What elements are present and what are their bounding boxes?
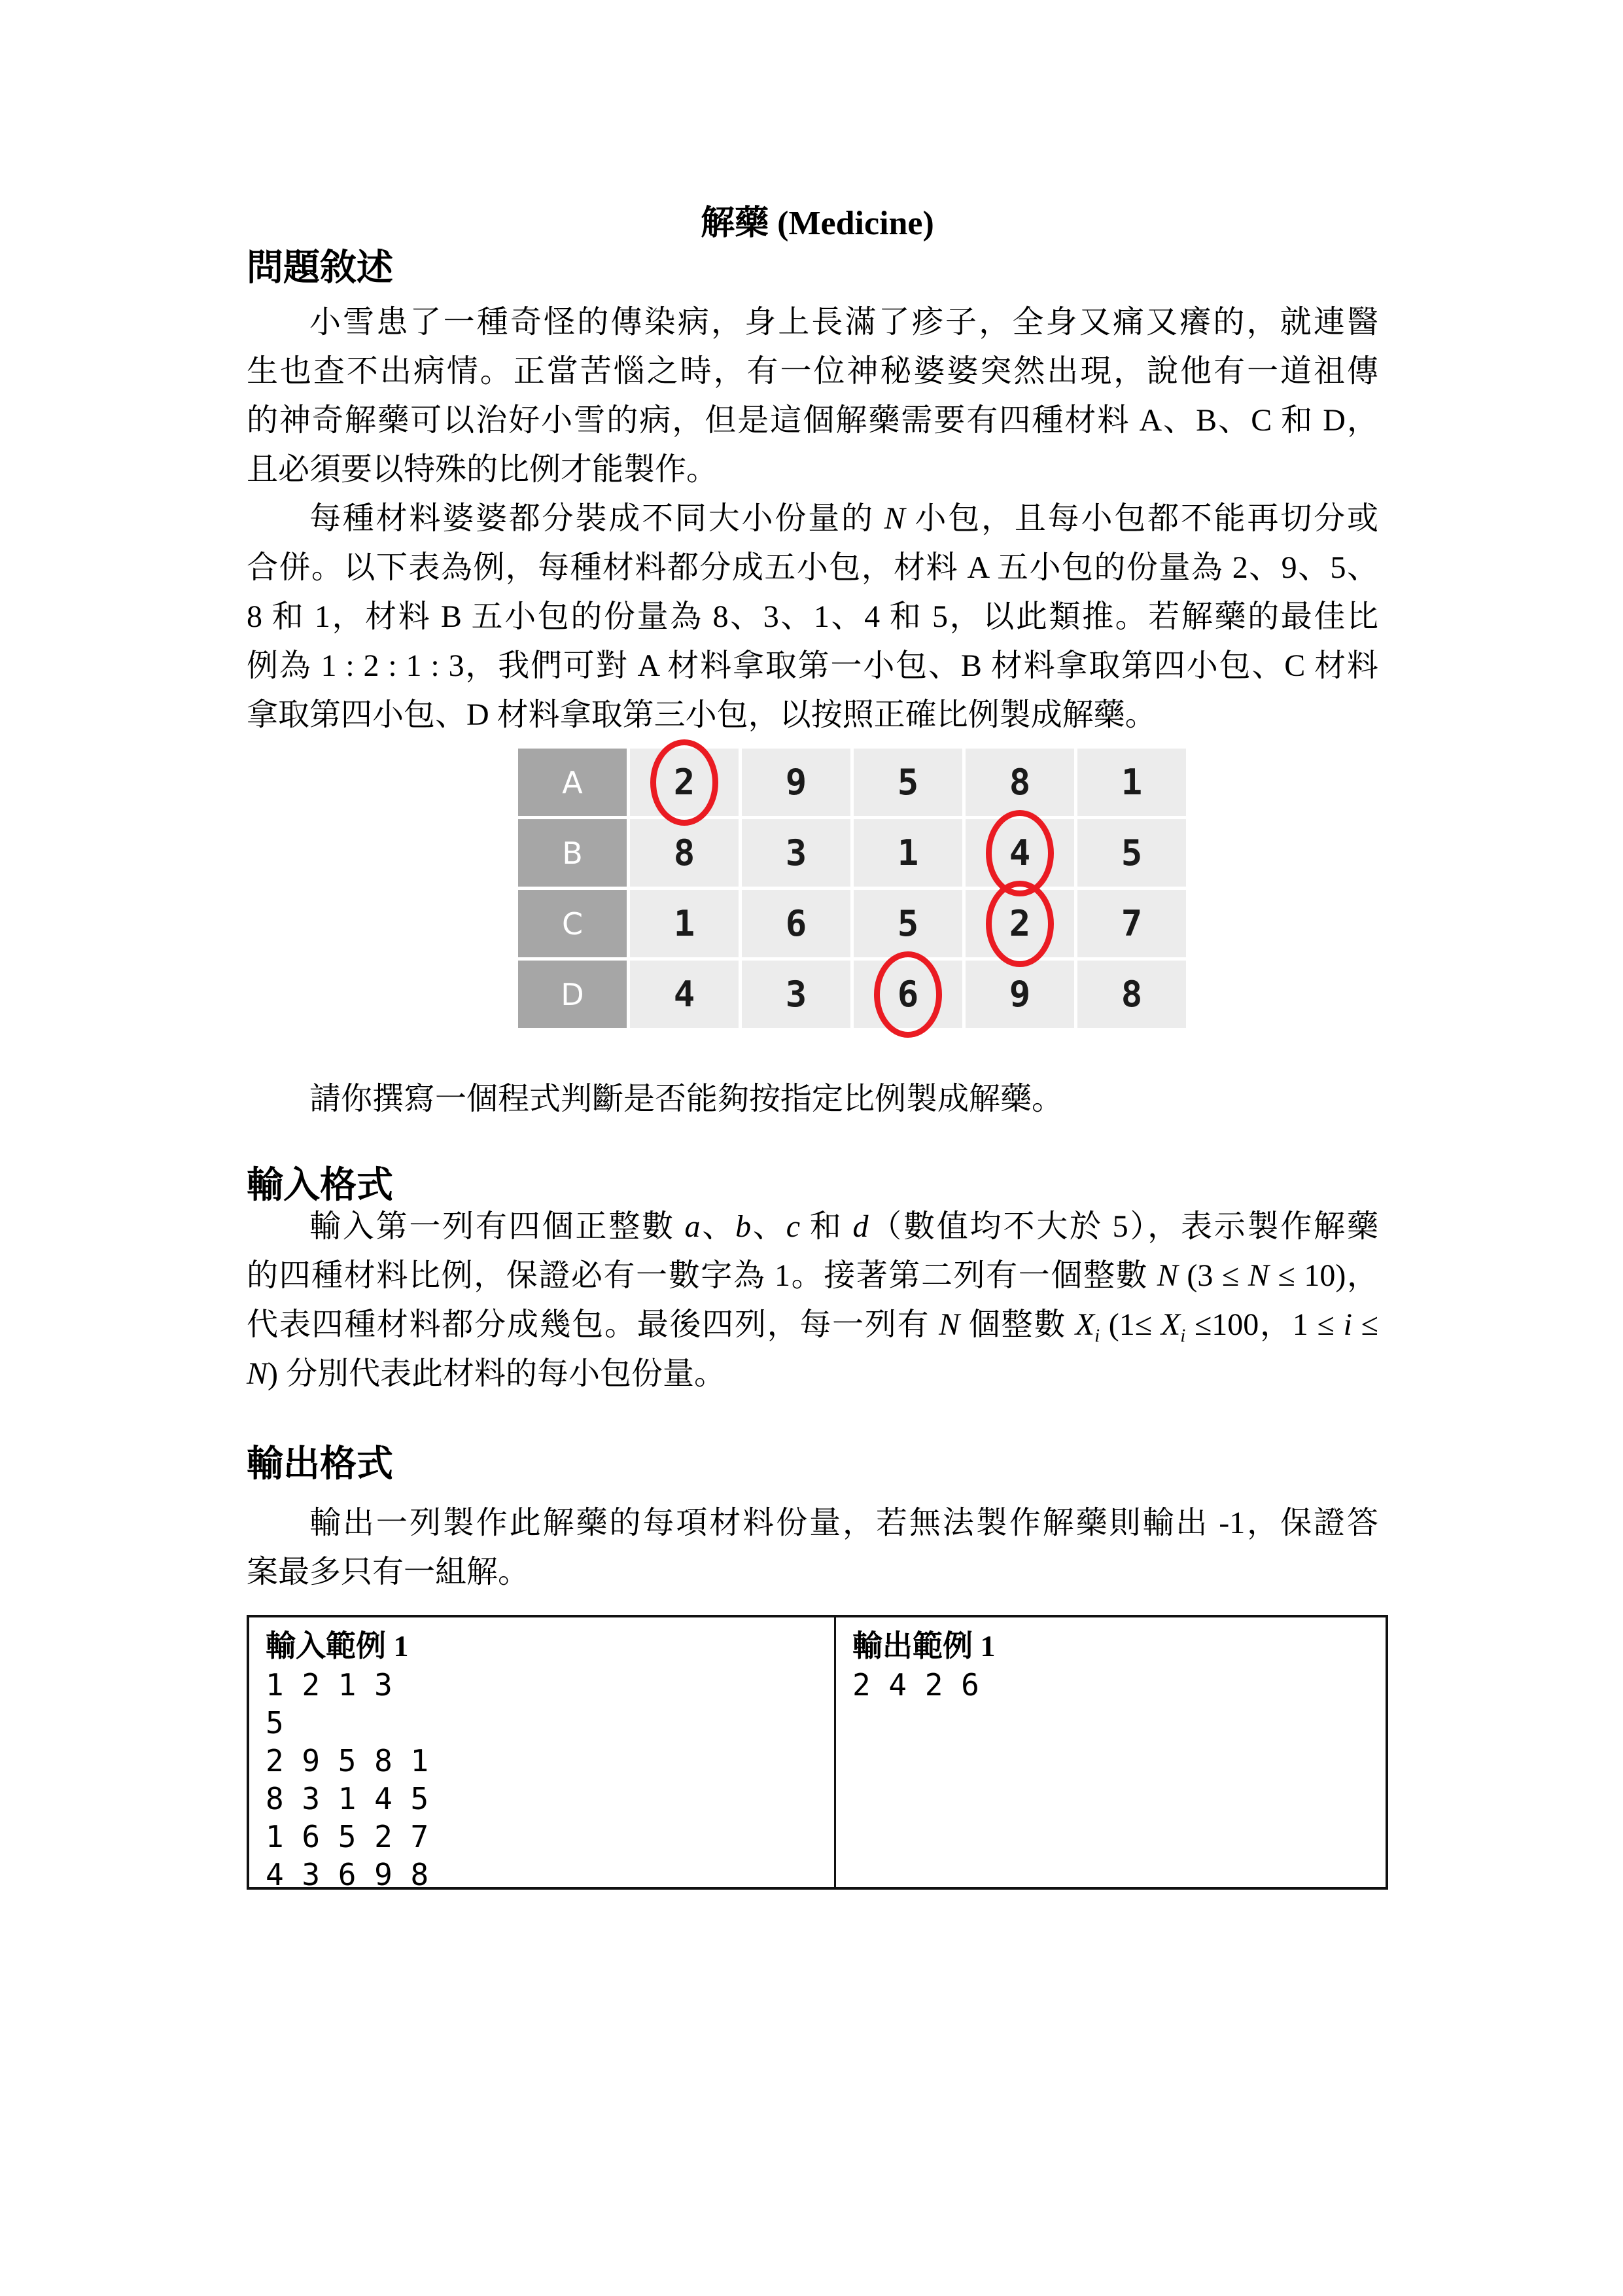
example-input-cell <box>249 1617 834 1892</box>
text-line: N) 分別代表此材料的每小包份量。 <box>247 1356 726 1391</box>
example-input-line: 1 6 5 2 7 <box>266 1819 429 1854</box>
example-input-line: 2 9 5 8 1 <box>266 1743 429 1778</box>
cell-b1: 8 <box>630 819 739 887</box>
text-line: 每種材料婆婆都分裝成不同大小份量的 N 小包，且每小包都不能再切分或 <box>309 501 1378 536</box>
cell-a5: 1 <box>1077 749 1186 816</box>
problem-paragraph-2 <box>247 494 1378 739</box>
text-line: 生也查不出病情。正當苦惱之時，有一位神秘婆婆突然出現，說他有一道祖傳 <box>247 354 1378 389</box>
section-heading-input-format: 輸入格式 <box>247 1165 393 1206</box>
red-circle-annotation <box>874 951 942 1038</box>
cell-a2: 9 <box>742 749 850 816</box>
row-header-b: B <box>518 819 627 887</box>
text-line: 拿取第四小包、D 材料拿取第三小包，以按照正確比例製成解藥。 <box>247 698 1157 732</box>
example-io-table <box>247 1615 1388 1890</box>
problem-closing <box>247 1074 1378 1123</box>
problem-paragraph-1 <box>247 298 1378 494</box>
text-line: 案最多只有一組解。 <box>247 1555 530 1589</box>
cell-b2: 3 <box>742 819 850 887</box>
cell-a3: 5 <box>854 749 962 816</box>
cell-b3: 1 <box>854 819 962 887</box>
figure-table <box>518 749 1186 1028</box>
cell-c3: 5 <box>854 890 962 957</box>
red-circle-annotation <box>986 881 1054 967</box>
cell-b5: 5 <box>1077 819 1186 887</box>
example-output-cell <box>834 1617 1386 1887</box>
text-line: 且必須要以特殊的比例才能製作。 <box>247 452 718 487</box>
row-header-a: A <box>518 749 627 816</box>
text-line: 輸入第一列有四個正整數 a、b、c 和 d（數值均不大於 5），表示製作解藥 <box>309 1209 1378 1244</box>
input-format-paragraph <box>247 1202 1378 1398</box>
example-output-heading: 輸出範例 1 <box>852 1629 996 1663</box>
red-circle-annotation <box>650 739 718 826</box>
cell-d1: 4 <box>630 961 739 1028</box>
cell-d3: 6 <box>854 961 962 1028</box>
cell-c4: 2 <box>966 890 1074 957</box>
text-line: 輸出一列製作此解藥的每項材料份量，若無法製作解藥則輸出 -1，保證答 <box>309 1506 1378 1540</box>
cell-c2: 6 <box>742 890 850 957</box>
cell-a4: 8 <box>966 749 1074 816</box>
cell-c1: 1 <box>630 890 739 957</box>
cell-d5: 8 <box>1077 961 1186 1028</box>
example-input-line: 1 2 1 3 <box>266 1667 393 1703</box>
section-heading-problem: 問題敘述 <box>247 248 393 289</box>
text-line: 例為 1 : 2 : 1 : 3，我們可對 A 材料拿取第一小包、B 材料拿取第四小包、C 材料 <box>247 648 1378 683</box>
example-input-heading: 輸入範例 1 <box>266 1629 409 1663</box>
section-heading-output-format: 輸出格式 <box>247 1444 393 1485</box>
red-circle-annotation <box>986 810 1054 896</box>
text-line: 代表四種材料都分成幾包。最後四列，每一列有 N 個整數 $X_i$ ($1\le X_i \le 100$，1 ≤ i ≤ <box>247 1307 1378 1347</box>
example-input-line: 5 <box>266 1705 284 1740</box>
text-line: 請你撰寫一個程式判斷是否能夠按指定比例製成解藥。 <box>309 1082 1064 1116</box>
text-line: 合併。以下表為例，每種材料都分成五小包，材料 A 五小包的份量為 2、9、5、 <box>247 550 1378 585</box>
cell-b4: 4 <box>966 819 1074 887</box>
text-line: 的四種材料比例，保證必有一數字為 1。接著第二列有一個整數 N (3 ≤ N ≤ 10)， <box>247 1258 1378 1293</box>
output-format-paragraph <box>247 1498 1378 1597</box>
row-header-d: D <box>518 961 627 1028</box>
text-line: 小雪患了一種奇怪的傳染病，身上長滿了疹子，全身又痛又癢的，就連醫 <box>309 305 1378 340</box>
page-title: 解藥 (Medicine) <box>701 205 934 242</box>
example-input-line: 4 3 6 9 8 <box>266 1857 429 1892</box>
cell-d2: 3 <box>742 961 850 1028</box>
example-input-line: 8 3 1 4 5 <box>266 1781 429 1816</box>
cell-d4: 9 <box>966 961 1074 1028</box>
row-header-c: C <box>518 890 627 957</box>
text-line: 的神奇解藥可以治好小雪的病，但是這個解藥需要有四種材料 A、B、C 和 D， <box>247 403 1378 438</box>
text-line: 8 和 1，材料 B 五小包的份量為 8、3、1、4 和 5，以此類推。若解藥的最佳比 <box>247 599 1378 634</box>
cell-a1: 2 <box>630 749 739 816</box>
cell-c5: 7 <box>1077 890 1186 957</box>
example-output-line: 2 4 2 6 <box>852 1667 979 1703</box>
